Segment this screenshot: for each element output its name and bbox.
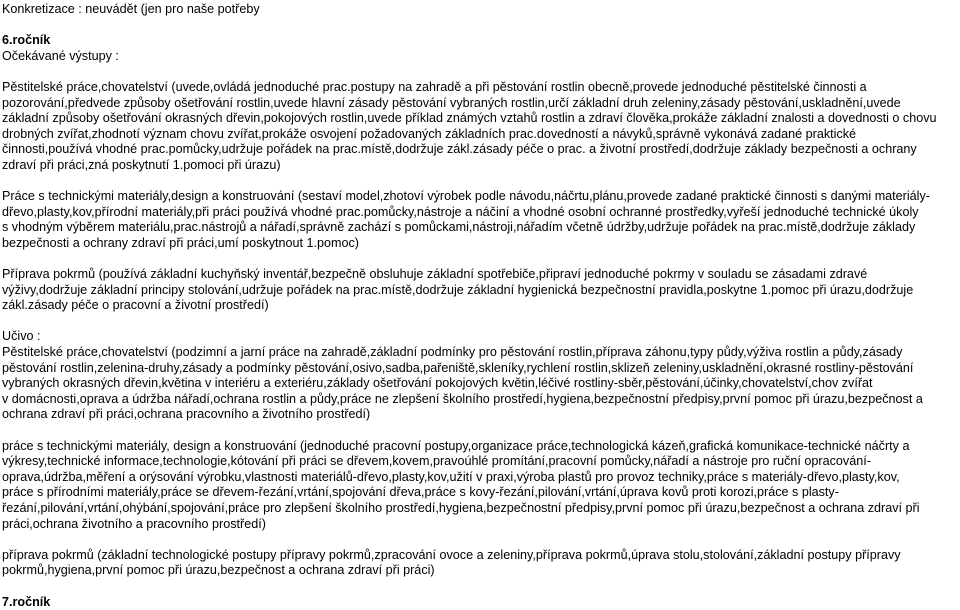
outcomes-paragraph-line: pozorování,předvede způsoby ošetřování rostlin,uvede hlavní zásady pěstování vybraných rostlin,určí základní druh zeleniny,zásady pěstování,uskladnění,uvede — [2, 95, 901, 110]
grade-heading: 6.ročník — [2, 33, 51, 48]
outcomes-paragraph-line: zdraví při práci,zná poskytnutí 1.pomoci při úrazu) — [2, 157, 281, 172]
curriculum-paragraph-line: Pěstitelské práce,chovatelství (podzimní a jarní práce na zahradě,základní podmínky pro pěstování rostlin,příprava záhonu,typy půdy,výživa rostlin a půdy,zásady — [2, 345, 903, 360]
outcomes-paragraph-line: Pěstitelské práce,chovatelství (uvede,ovládá jednoduché prac.postupy na zahradě a při pěstování rostlin obecně,provede jednoduché pěstitelské činnosti a — [2, 79, 867, 94]
spacer — [0, 314, 960, 330]
spacer — [0, 252, 960, 268]
spacer — [0, 579, 960, 595]
curriculum-paragraph-line: vybraných okrasných dřevin,květina v interiéru a exteriéru,základy ošetřování pokojových květin,léčivé rostliny-sběr,pěstování,účinky,chovatelství,chov zvířat — [2, 376, 873, 391]
section-heading-outcomes: Očekávané výstupy : — [2, 48, 119, 63]
spacer — [0, 532, 960, 548]
spacer — [0, 64, 960, 80]
outcomes-paragraph-line: základní způsoby ošetřování okrasných dřevin,pokojových rostlin,uvede příklad známých vztahů rostlin a zdraví člověka,prokáže základní znalosti a dovednosti o chovu — [2, 111, 937, 126]
curriculum-paragraph-line: práce s technickými materiály, design a konstruování (jednoduché pracovní postupy,organizace práce,technologická kázeň,grafická komunikace-technické náčrty a — [2, 438, 910, 453]
outcomes-paragraph-line: výživy,dodržuje základní principy stolování,udržuje pořádek na prac.místě,dodržuje základní hygienická bezpečnostní pravidla,poskytne 1.pomoc při úrazu,dodržuje — [2, 282, 914, 297]
curriculum-paragraph-line: výkresy,technické informace,technologie,kótování při práci se dřevem,kovem,pravoúhlé promítání,pracovní pomůcky,nářadí a nástroje pro ruční opracování- — [2, 454, 871, 469]
grade-heading: 7.ročník — [2, 594, 51, 609]
outcomes-paragraph-line: činnosti,používá vhodné prac.pomůcky,udržuje pořádek na prac.místě,dodržuje zákl.zásady péče o prac. a životní prostředí,dodržuje základy bezpečnosti a ochrany — [2, 142, 917, 157]
curriculum-paragraph-line: pěstování rostlin,zelenina-druhy,zásady a podmínky pěstování,osivo,sadba,pařeniště,skleníky,rychlení rostlin,sklizeň zeleniny,uskladnění,okrasné rostliny-pěstování — [2, 360, 914, 375]
curriculum-paragraph-line: příprava pokrmů (základní technologické postupy přípravy pokrmů,zpracování ovoce a zeleniny,příprava pokrmů,úprava stolu,stolování,základní postupy přípravy — [2, 547, 901, 562]
outcomes-paragraph-line: Práce s technickými materiály,design a konstruování (sestaví model,zhotoví výrobek podle návodu,náčrtu,plánu,provede zadané praktické činnosti s danými materiály- — [2, 189, 930, 204]
outcomes-paragraph-line: bezpečnosti a ochrany zdraví při práci,umí poskytnout 1.pomoc) — [2, 235, 359, 250]
curriculum-paragraph-line: ochrana zdraví při práci,ochrana pracovního a životního prostředí) — [2, 407, 371, 422]
outcomes-paragraph-line: dřevo,plasty,kov,přírodní materiály,při práci používá vhodné prac.pomůcky,nástroje a náčiní a vhodné osobní ochranné prostředky,vyřeší jednoduché technické úkoly — [2, 204, 919, 219]
spacer — [0, 423, 960, 439]
curriculum-paragraph-line: pokrmů,hygiena,první pomoc při úrazu,bezpečnost a ochrana zdraví při práci) — [2, 563, 435, 578]
curriculum-paragraph-line: oprava,údržba,měření a orýsování výrobku,vlastnosti materiálů-dřevo,plasty,kov,užití v praxi,výroba plastů pro provoz techniky,práce s materiály-dřevo,plasty,kov, — [2, 469, 900, 484]
outcomes-paragraph-line: drobných zvířat,zhodnotí význam chovu zvířat,prokáže osvojení požadovaných základních prac.dovedností a návyků,správně vykonává zadané praktické — [2, 126, 857, 141]
section-heading-curriculum: Učivo : — [2, 329, 41, 344]
outcomes-paragraph-line: Příprava pokrmů (používá základní kuchyňský inventář,bezpečně obsluhuje základní spotřebiče,připraví jednoduché pokrmy v souladu se zásadami zdravé — [2, 267, 868, 282]
note-line: Konkretizace : neuvádět (jen pro naše potřeby — [2, 2, 260, 16]
outcomes-paragraph-line: s vhodným výběrem materiálu,prac.nástrojů a nářadí,správně zachází s pomůckami,nástroji,nářadím včetně údržby,udržuje pořádek na prac.místě,dodržuje základy — [2, 220, 916, 235]
spacer — [0, 174, 960, 190]
curriculum-paragraph-line: řezání,pilování,vrtání,ohýbání,spojování,práce pro zlepšení školního prostředí,hygiena,bezpečnostní předpisy,první pomoc při úrazu,bezpečnost a ochrana zdraví při — [2, 501, 920, 515]
curriculum-paragraph-line: práce s přírodními materiály,práce se dřevem-řezání,vrtání,spojování dřeva,práce s kovy-řezání,pilování,vrtání,úprava kovů proti korozi,práce s plasty- — [2, 485, 839, 500]
curriculum-paragraph-line: práci,ochrana životního a pracovního prostředí) — [2, 516, 266, 531]
outcomes-paragraph-line: zákl.zásady péče o pracovní a životní prostředí) — [2, 298, 269, 313]
spacer — [0, 18, 960, 34]
curriculum-paragraph-line: v domácnosti,oprava a údržba nářadí,ochrana rostlin a půdy,práce ne zlepšení školního prostředí,hygiena,bezpečnostní předpisy,první pomoc při úrazu,bezpečnost a — [2, 391, 923, 406]
